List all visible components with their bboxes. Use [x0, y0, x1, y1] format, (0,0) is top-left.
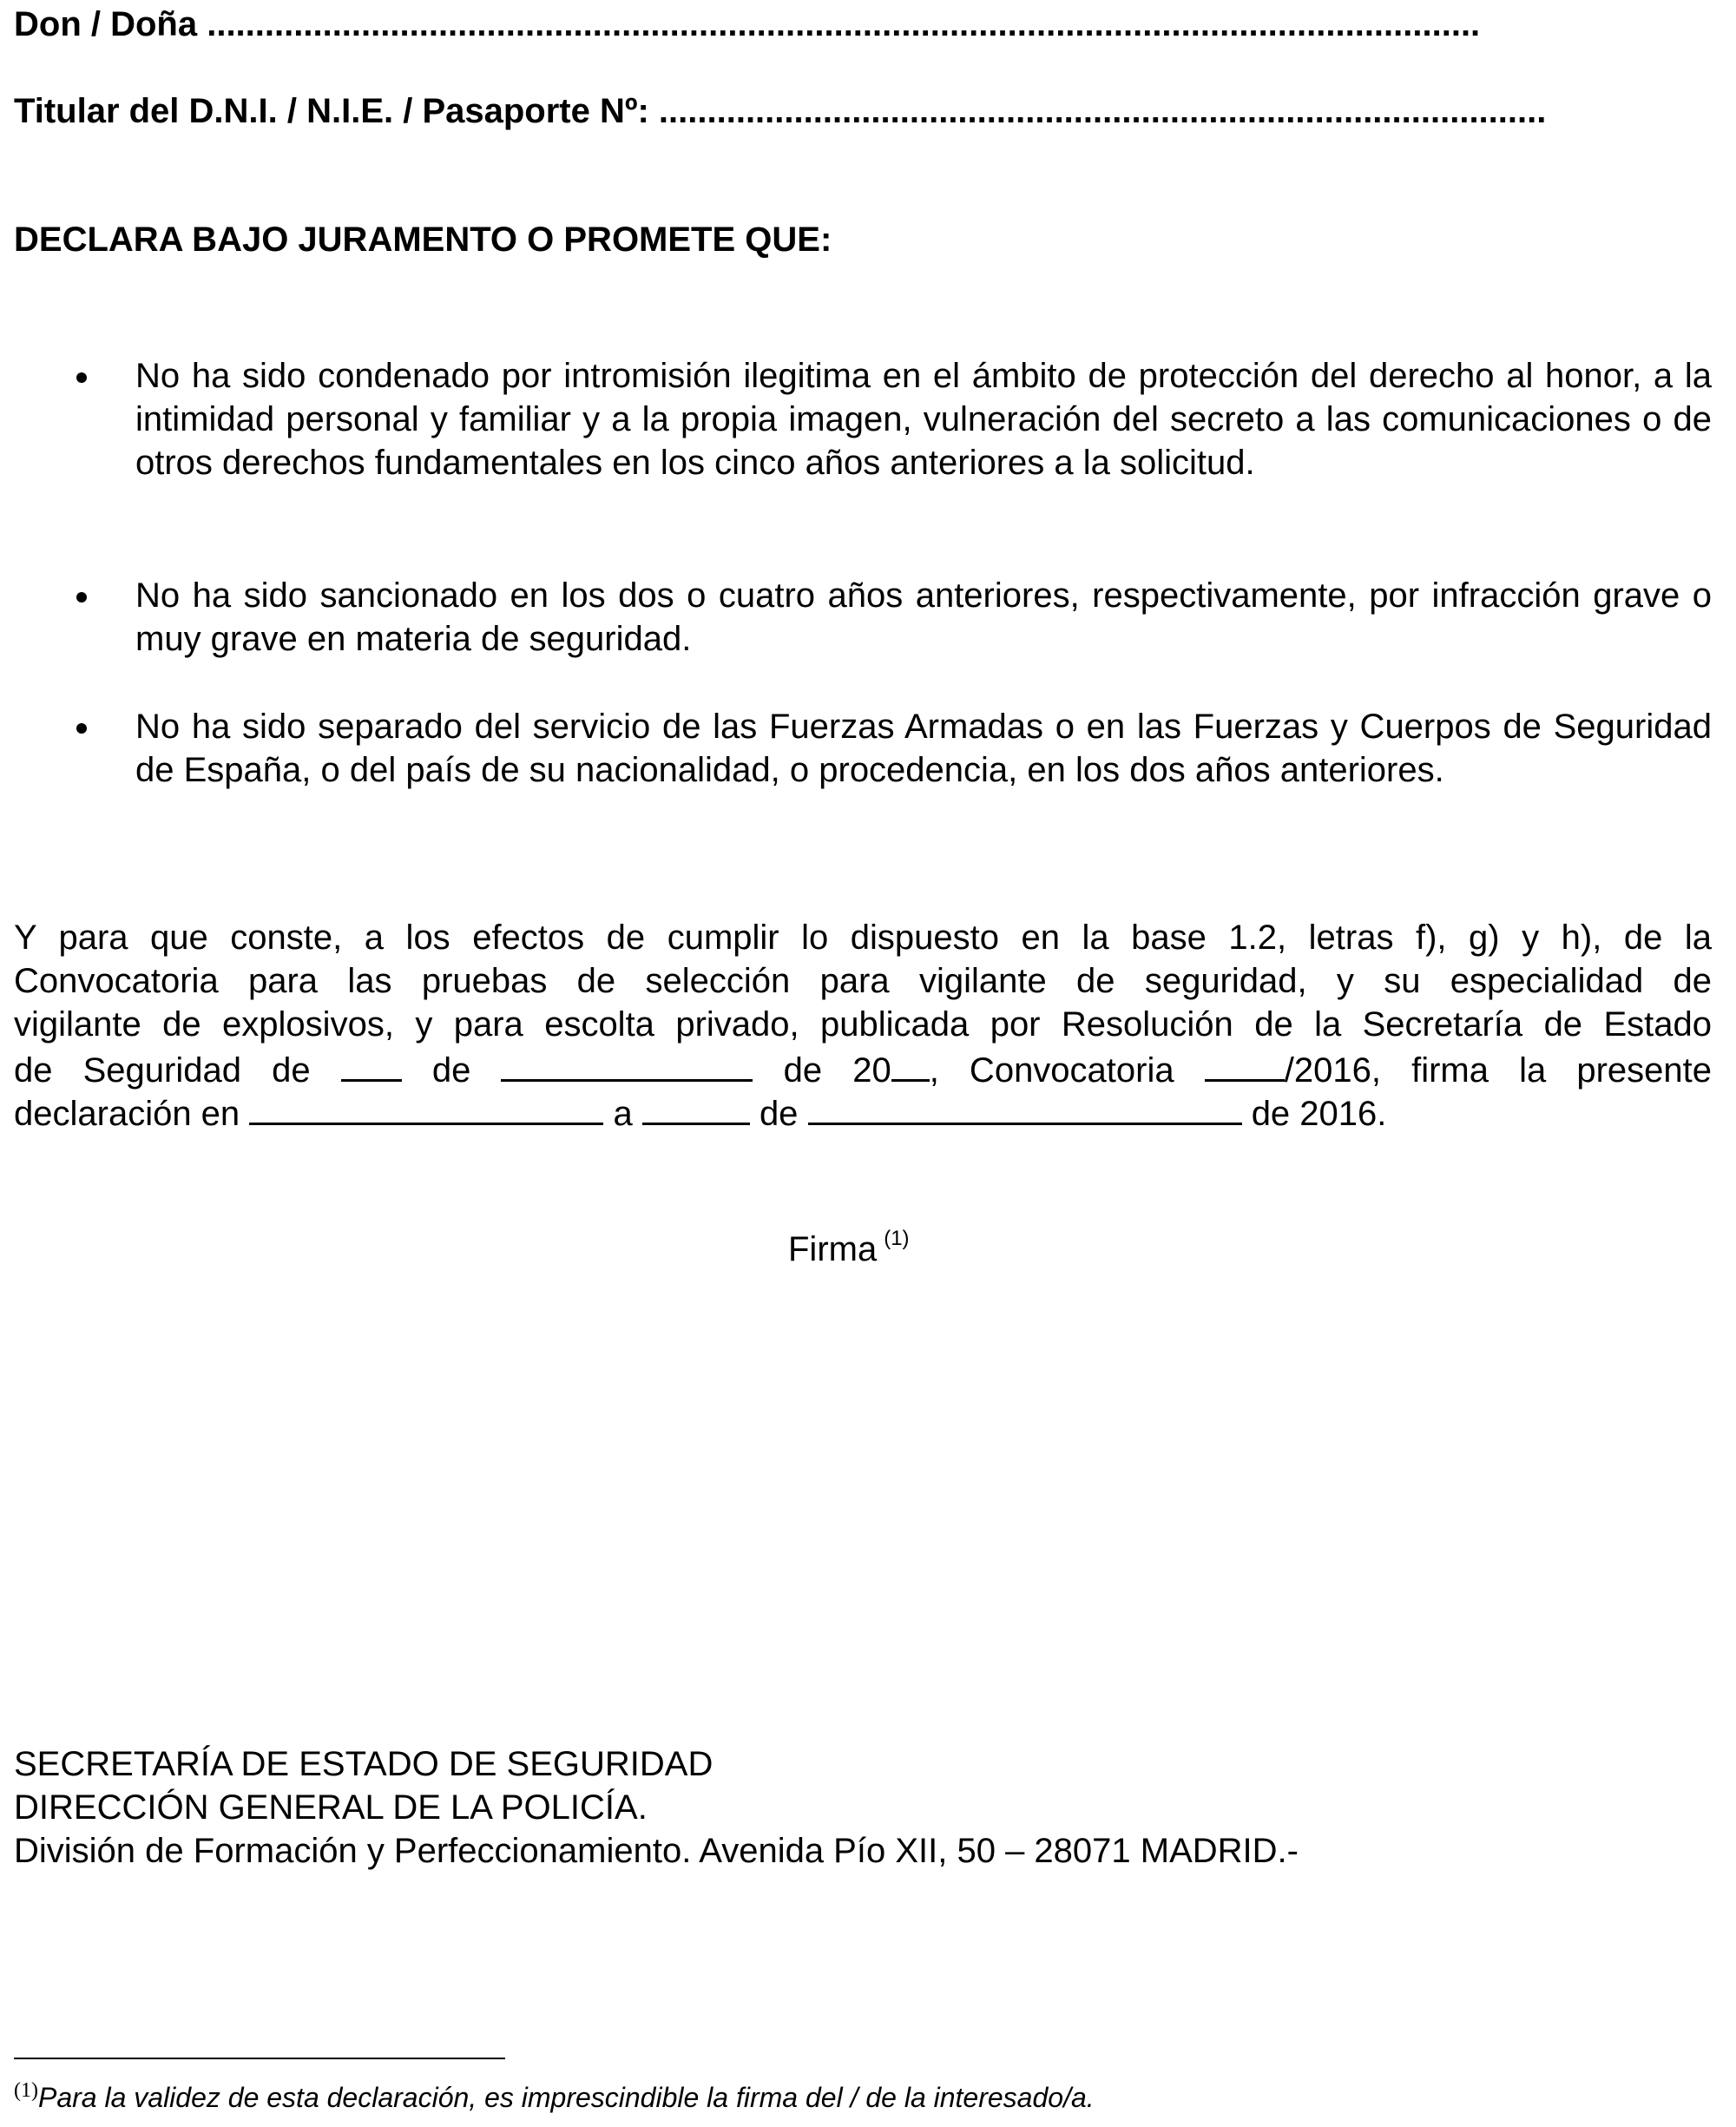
list-item — [71, 574, 1712, 661]
sign-day-blank-field[interactable] — [642, 1090, 750, 1125]
bullet-list-2 — [71, 574, 1712, 661]
text-a: a — [613, 1095, 633, 1133]
signature-text: Firma — [788, 1230, 878, 1268]
dni-fill-dots: ............................................................................................ — [658, 92, 1547, 130]
address-line-2: DIRECCIÓN GENERAL DE LA POLICÍA. — [14, 1788, 648, 1827]
footnote-ref: (1) — [14, 2079, 38, 2102]
statement-line-4 — [14, 1046, 1712, 1090]
don-fill-dots: .................................................................................................................................... — [207, 5, 1481, 43]
dni-label: Titular del D.N.I. / N.I.E. / Pasaporte Nº: — [14, 92, 649, 130]
declaration-heading: DECLARA BAJO JURAMENTO O PROMETE QUE: — [14, 221, 832, 259]
day-blank-field[interactable] — [341, 1046, 402, 1082]
year-blank-field[interactable] — [891, 1046, 930, 1082]
place-blank-field[interactable] — [249, 1090, 603, 1125]
don-line — [14, 3, 1480, 45]
text-de-2016: de 2016. — [1251, 1095, 1387, 1133]
dni-line — [14, 90, 1546, 132]
address-line-3: División de Formación y Perfeccionamiento. Avenida Pío XII, 50 – 28071 MADRID.- — [14, 1832, 1299, 1870]
address-line-1: SECRETARÍA DE ESTADO DE SEGURIDAD — [14, 1745, 713, 1783]
list-item — [71, 354, 1712, 484]
bullet-icon — [76, 372, 87, 383]
bullet-icon — [76, 723, 87, 734]
bullet-text: No ha sido sancionado en los dos o cuatro años anteriores, respectivamente, por infracción grave o muy grave en materia de seguridad. — [135, 576, 1712, 658]
text-firma-la-presente: /2016, firma la presente — [1284, 1051, 1712, 1090]
convocatoria-number-blank-field[interactable] — [1205, 1046, 1285, 1082]
signature-label — [788, 1217, 910, 1271]
text-declaracion-en: declaración en — [14, 1095, 240, 1133]
statement-paragraph — [14, 916, 1712, 1133]
sign-month-blank-field[interactable] — [808, 1090, 1242, 1125]
bullet-text: No ha sido condenado por intromisión ilegitima en el ámbito de protección del derecho al honor, a la intimidad personal y familiar y a la propia imagen, vulneración del secreto a las comunicaciones o de otros derechos fundamentales en los cinco años anteriores a la solicitud. — [135, 357, 1712, 482]
month-blank-field[interactable] — [501, 1046, 753, 1082]
text-de-20: de 20 — [783, 1051, 891, 1090]
text-de-2: de — [759, 1095, 799, 1133]
bullet-list-3 — [71, 705, 1712, 792]
statement-line-3: vigilante de explosivos, y para escolta privado, publicada por Resolución de la Secretaría de Estado — [14, 1005, 1712, 1044]
footnote-text: Para la validez de esta declaración, es imprescindible la firma del / de la interesado/a. — [37, 2082, 1095, 2113]
statement-line-5 — [14, 1090, 1712, 1133]
bullet-list — [71, 354, 1712, 484]
don-label: Don / Doña — [14, 5, 198, 43]
list-item — [71, 705, 1712, 792]
issuer-address — [14, 1742, 1299, 1873]
text-convocatoria: , Convocatoria — [929, 1051, 1174, 1090]
text-de: de — [431, 1051, 471, 1090]
statement-line-2: Convocatoria para las pruebas de selección para vigilante de seguridad, y su especialidad de — [14, 962, 1712, 1000]
statement-line-1: Y para que conste, a los efectos de cumplir lo dispuesto en la base 1.2, letras f), g) y h), de la — [14, 919, 1712, 957]
bullet-text: No ha sido separado del servicio de las Fuerzas Armadas o en las Fuerzas y Cuerpos de Seguridad de España, o del país de su nacionalidad, o procedencia, en los dos años anteriores. — [135, 708, 1712, 789]
footnote-divider — [14, 2058, 505, 2059]
text-seguridad-de: de Seguridad de — [14, 1051, 311, 1090]
footnote — [14, 2073, 1095, 2115]
bullet-icon — [76, 592, 87, 603]
signature-footnote-ref: (1) — [884, 1227, 910, 1250]
